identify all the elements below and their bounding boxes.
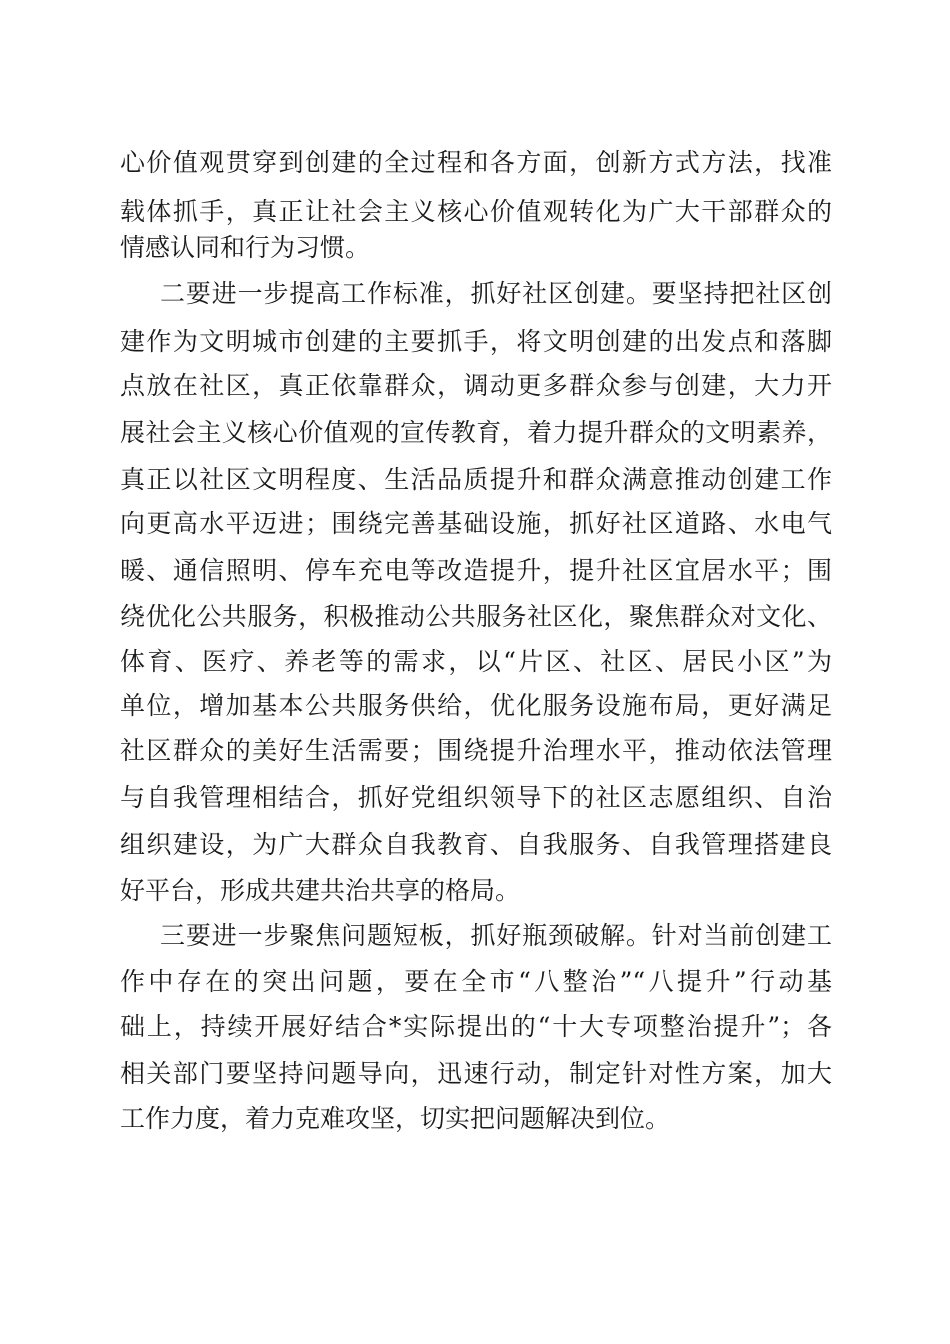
paragraph-start-line: 三要进一步聚焦问题短板，抓好瓶颈破解。针对当前创建工 xyxy=(160,921,832,950)
text-line: 社区群众的美好生活需要；围绕提升治理水平，推动依法管理 xyxy=(120,736,832,765)
text-line: 组织建设，为广大群众自我教育、自我服务、自我管理搭建良 xyxy=(120,830,832,859)
text-line: 与自我管理相结合，抓好党组织领导下的社区志愿组织、自治 xyxy=(120,783,832,812)
text-line: 绕优化公共服务，积极推动公共服务社区化，聚焦群众对文化、 xyxy=(120,602,832,631)
text-line: 真正以社区文明程度、生活品质提升和群众满意推动创建工作 xyxy=(120,465,832,494)
text-line: 体育、医疗、养老等的需求，以“片区、社区、居民小区”为 xyxy=(120,647,832,676)
text-line: 础上，持续开展好结合*实际提出的“十大专项整治提升”；各 xyxy=(120,1012,832,1041)
text-line: 好平台，形成共建共治共享的格局。 xyxy=(120,876,521,905)
text-line: 点放在社区，真正依靠群众，调动更多群众参与创建，大力开 xyxy=(120,371,832,400)
text-line: 展社会主义核心价值观的宣传教育，着力提升群众的文明素养， xyxy=(120,418,832,447)
text-line: 单位，增加基本公共服务供给，优化服务设施布局，更好满足 xyxy=(120,691,832,720)
text-line: 暖、通信照明、停车充电等改造提升，提升社区宜居水平；围 xyxy=(120,556,832,585)
text-line: 相关部门要坚持问题导向，迅速行动，制定针对性方案，加大 xyxy=(120,1059,832,1088)
text-line: 情感认同和行为习惯。 xyxy=(120,233,371,262)
text-line: 心价值观贯穿到创建的全过程和各方面，创新方式方法，找准 xyxy=(120,148,832,177)
paragraph-start-line: 二要进一步提高工作标准，抓好社区创建。要坚持把社区创 xyxy=(160,279,832,308)
text-line: 作中存在的突出问题，要在全市“八整治”“八提升”行动基 xyxy=(120,967,832,996)
text-line: 向更高水平迈进；围绕完善基础设施，抓好社区道路、水电气 xyxy=(120,509,832,538)
text-line: 载体抓手，真正让社会主义核心价值观转化为广大干部群众的 xyxy=(120,197,832,226)
text-line: 建作为文明城市创建的主要抓手，将文明创建的出发点和落脚 xyxy=(120,327,832,356)
text-line: 工作力度，着力克难攻坚，切实把问题解决到位。 xyxy=(120,1104,671,1133)
